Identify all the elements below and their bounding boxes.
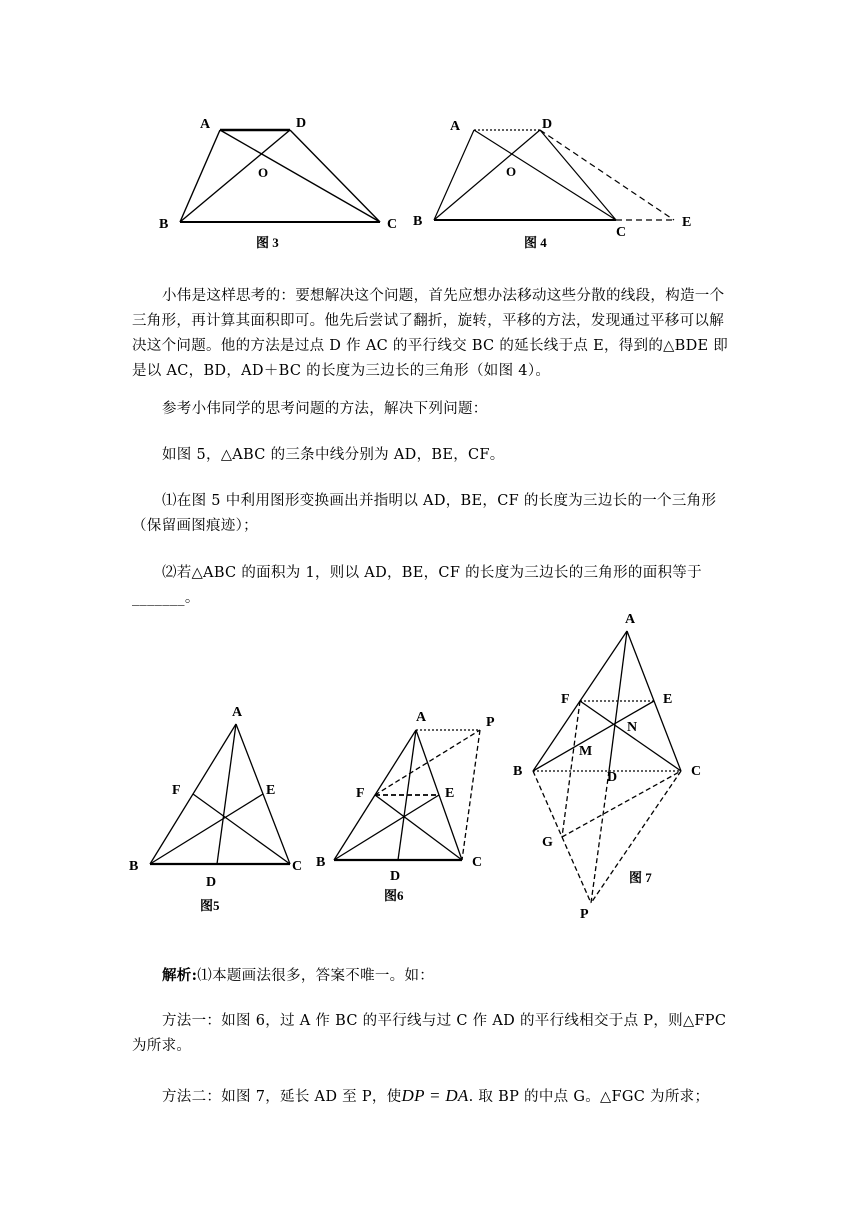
fig3-label-C: C — [387, 217, 398, 232]
fig7-label-G: G — [542, 835, 553, 850]
fig4-label-B: B — [413, 214, 423, 229]
paragraph-1-text: 小伟是这样思考的：要想解决这个问题，首先应想办法移动这些分散的线段，构造一个三角形，再计算其面积即可。他先后尝试了翻折，旋转，平移的方法，发现通过平移可以解决这个问题。他的方法是过点 D 作 AC 的平行线交 BC 的延长线于点 E，得到的△BDE 即是以 AC，BD，AD＋BC 的长度为三边长的三角形（如图 4）。 — [132, 288, 729, 379]
figure-7-diagram — [505, 605, 725, 925]
analysis-paragraph — [132, 963, 736, 989]
figure-3 — [150, 110, 410, 260]
fig5-label-B: B — [129, 859, 139, 874]
figure-4 — [410, 110, 700, 260]
paragraph-problem-setup — [132, 443, 736, 468]
fig5-caption: 图5 — [200, 898, 220, 913]
fig5-label-A: A — [232, 705, 243, 720]
paragraph-reference-method — [132, 397, 736, 422]
method-two-text-start: 方法二：如图 7，延长 AD 至 P，使 — [162, 1089, 402, 1105]
method-two-formula: DP = DA — [401, 1086, 469, 1105]
fig7-label-P: P — [580, 907, 589, 922]
fig7-label-C: C — [691, 764, 702, 779]
fig5-label-E: E — [266, 783, 276, 798]
paragraph-3-text: 如图 5，△ABC 的三条中线分别为 AD，BE，CF。 — [162, 447, 505, 463]
fig7-caption: 图 7 — [629, 870, 652, 885]
fig6-label-F: F — [356, 786, 365, 801]
fig4-label-D: D — [542, 117, 553, 132]
fig5-label-F: F — [172, 783, 181, 798]
paragraph-xiaowei-thinking — [132, 284, 736, 384]
analysis-label: 解析: — [162, 967, 198, 984]
fig4-label-A: A — [450, 119, 461, 134]
fig3-label-O: O — [258, 165, 269, 180]
fig6-label-A: A — [416, 710, 427, 725]
fig6-label-E: E — [445, 786, 455, 801]
fig7-label-N: N — [627, 720, 638, 735]
fig6-label-C: C — [472, 855, 483, 870]
fig5-label-D: D — [206, 875, 217, 890]
fig6-label-B: B — [316, 855, 326, 870]
fig4-label-E: E — [682, 215, 692, 230]
fig3-label-A: A — [200, 117, 211, 132]
method-two-text-end: . 取 BP 的中点 G。△FGC 为所求； — [468, 1089, 710, 1105]
fig5-label-C: C — [292, 859, 303, 874]
figure-6 — [310, 700, 510, 920]
paragraph-4-text: ⑴在图 5 中利用图形变换画出并指明以 AD，BE，CF 的长度为三边长的一个三角形（保留画图痕迹）； — [132, 493, 717, 534]
figure-3-diagram — [150, 110, 410, 260]
method-one-paragraph — [132, 1009, 736, 1059]
fig3-label-D: D — [296, 116, 307, 131]
fig6-caption: 图6 — [384, 888, 404, 903]
paragraph-2-text: 参考小伟同学的思考问题的方法，解决下列问题： — [162, 401, 488, 417]
fig7-label-B: B — [513, 764, 523, 779]
fig7-label-E: E — [663, 692, 673, 707]
paragraph-5-text: ⑵若△ABC 的面积为 1，则以 AD，BE，CF 的长度为三边长的三角形的面积等于_______。 — [132, 565, 702, 606]
paragraph-question-1 — [132, 489, 736, 539]
fig4-label-O: O — [506, 164, 517, 179]
paragraph-question-2 — [132, 561, 736, 611]
fig7-label-M: M — [579, 744, 593, 759]
fig4-caption: 图 4 — [524, 235, 547, 250]
fig6-label-D: D — [390, 869, 401, 884]
fig7-label-F: F — [561, 692, 570, 707]
method-one-text: 方法一：如图 6，过 A 作 BC 的平行线与过 C 作 AD 的平行线相交于点 P，则△FPC 为所求。 — [132, 1013, 727, 1054]
figure-5 — [120, 700, 310, 920]
method-two-paragraph — [132, 1083, 736, 1110]
figure-6-diagram — [310, 700, 510, 920]
fig3-label-B: B — [159, 217, 169, 232]
fig7-label-D: D — [607, 770, 618, 785]
figure-4-diagram — [410, 110, 700, 260]
fig4-label-C: C — [616, 225, 627, 240]
fig3-caption: 图 3 — [256, 235, 279, 250]
fig6-label-P: P — [486, 715, 495, 730]
analysis-body: ⑴本题画法很多，答案不唯一。如： — [197, 968, 435, 984]
figure-5-diagram — [120, 700, 310, 920]
fig7-label-A: A — [625, 612, 636, 627]
figure-7 — [505, 605, 725, 925]
